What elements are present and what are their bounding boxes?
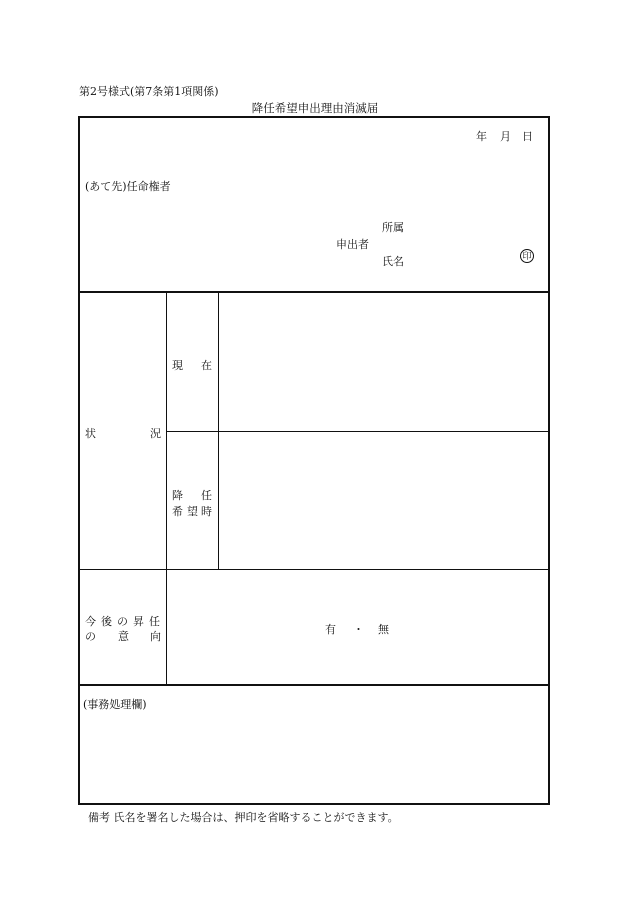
seal-icon: 印 <box>520 249 534 263</box>
affiliation-label: 所属 <box>382 221 404 234</box>
sub-label-column-divider <box>218 293 219 570</box>
date-month-label: 月 <box>500 130 511 143</box>
situation-label: 状 <box>85 427 96 440</box>
future-intent-label: 意 <box>118 630 129 643</box>
future-intent-label: 向 <box>150 630 161 643</box>
label-column-divider <box>166 293 167 685</box>
office-processing-label: (事務処理欄) <box>83 698 147 711</box>
no-option[interactable]: 無 <box>378 623 389 636</box>
yes-option[interactable]: 有 <box>325 623 336 636</box>
demotion-hope-label: 時 <box>201 505 212 518</box>
current-label: 現 <box>172 359 183 372</box>
current-demotion-divider <box>166 431 550 432</box>
current-label: 在 <box>201 359 212 372</box>
intent-divider <box>78 684 550 686</box>
date-year-label: 年 <box>476 130 487 143</box>
form-title: 降任希望申出理由消滅届 <box>251 101 379 115</box>
situation-divider <box>78 569 550 570</box>
header-divider <box>78 291 550 293</box>
demotion-hope-label: 希 <box>172 505 183 518</box>
demotion-hope-label: 望 <box>187 505 198 518</box>
future-intent-label: 今後の昇任 <box>85 615 165 628</box>
form-frame <box>78 116 550 805</box>
remarks-note: 備考 氏名を署名した場合は、押印を省略することができます。 <box>88 811 399 824</box>
applicant-label: 申出者 <box>336 238 369 251</box>
demotion-hope-label: 降 <box>172 489 183 502</box>
form-number: 第2号様式(第7条第1項関係) <box>79 85 219 98</box>
option-separator: ・ <box>353 623 364 636</box>
name-label: 氏名 <box>382 255 404 268</box>
future-intent-label: の <box>85 630 96 643</box>
demotion-hope-label: 任 <box>201 489 212 502</box>
date-day-label: 日 <box>522 130 533 143</box>
addressee: (あて先)任命権者 <box>85 180 171 193</box>
situation-label: 況 <box>150 427 161 440</box>
